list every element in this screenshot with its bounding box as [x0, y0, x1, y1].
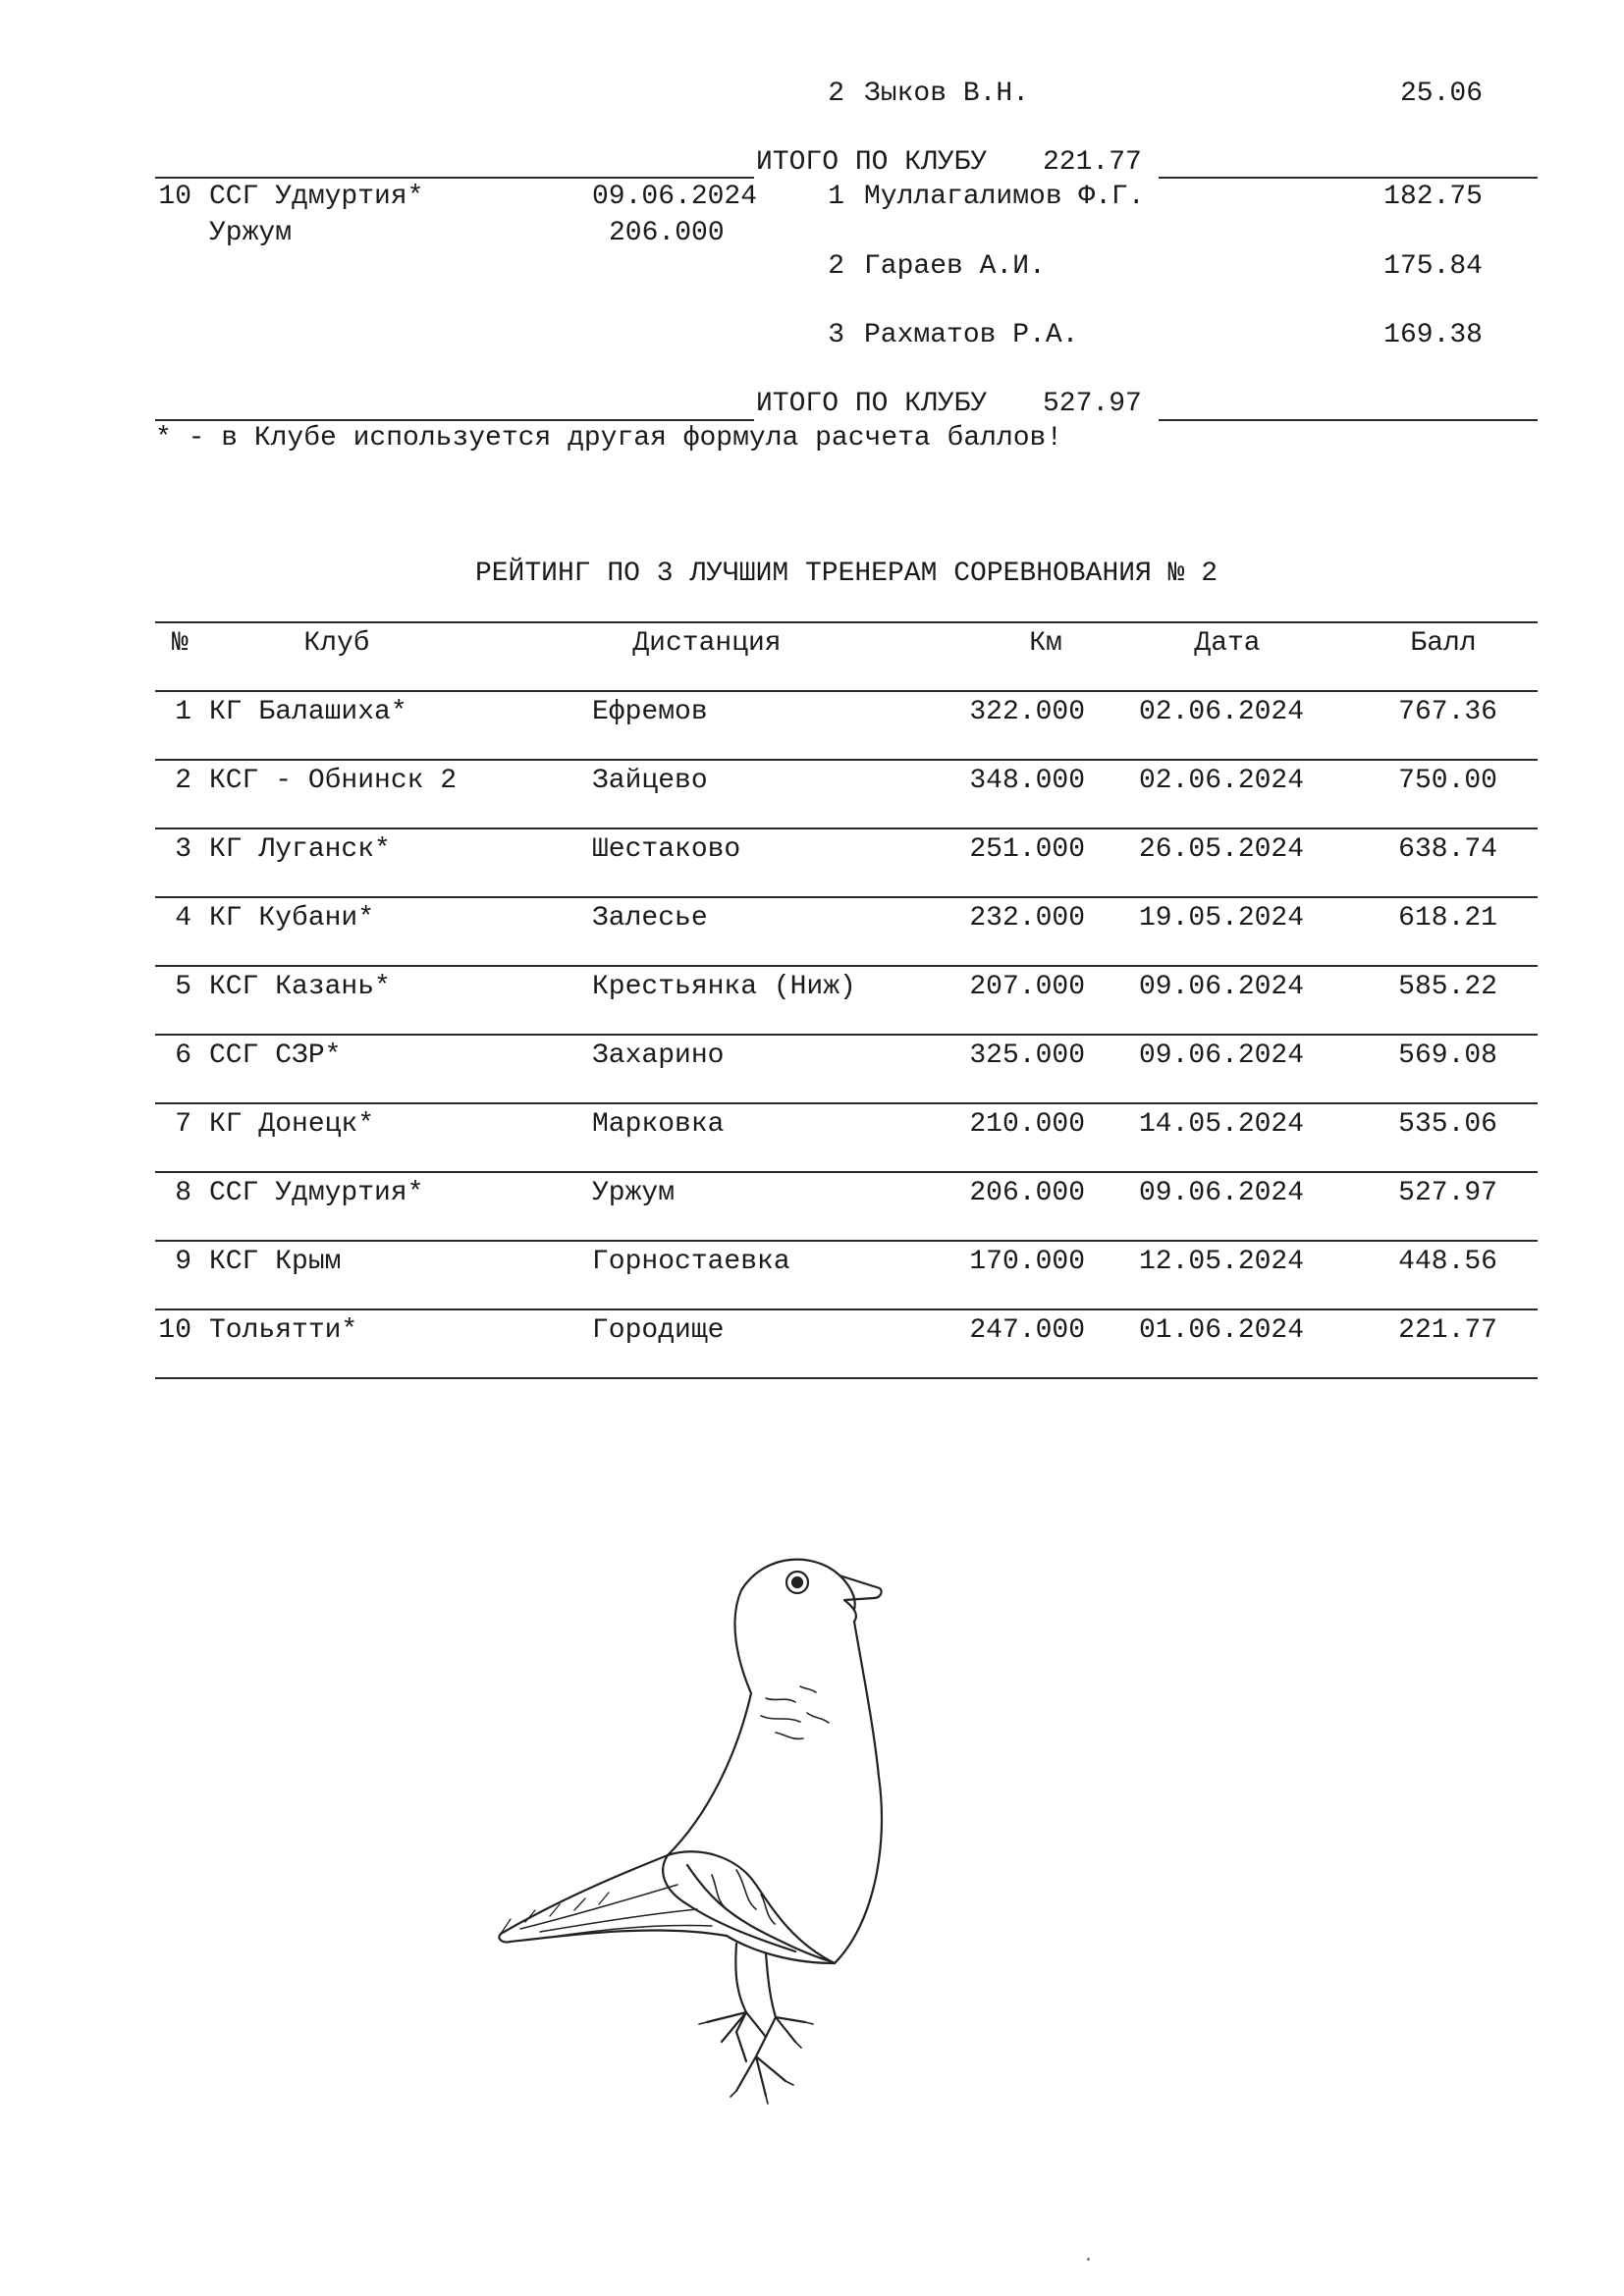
table-top-rule — [155, 621, 1538, 623]
row-km: 247.000 — [969, 1315, 1085, 1346]
row-score: 448.56 — [1398, 1247, 1497, 1277]
club-place: 10 — [158, 182, 191, 212]
row-date: 12.05.2024 — [1139, 1247, 1305, 1277]
row-club: КГ Балашиха* — [209, 697, 407, 727]
member-place: 2 — [828, 79, 844, 109]
row-date: 02.06.2024 — [1139, 766, 1305, 796]
row-score: 638.74 — [1398, 834, 1497, 865]
row-distance: Зайцево — [592, 766, 708, 796]
row-date: 09.06.2024 — [1139, 972, 1305, 1002]
member-name: Зыков В.Н. — [864, 79, 1030, 109]
club-distance: 206.000 — [609, 218, 725, 248]
row-distance: Марковка — [592, 1109, 725, 1140]
row-divider — [155, 965, 1538, 967]
row-club: КСГ - Обнинск 2 — [209, 766, 458, 796]
row-km: 210.000 — [969, 1109, 1085, 1140]
divider — [155, 177, 754, 179]
row-date: 14.05.2024 — [1139, 1109, 1305, 1140]
row-num: 5 — [175, 972, 191, 1002]
row-date: 09.06.2024 — [1139, 1041, 1305, 1071]
row-num: 6 — [175, 1041, 191, 1071]
row-km: 207.000 — [969, 972, 1085, 1002]
col-distance-header: Дистанция — [632, 628, 782, 659]
col-km-header: Км — [1029, 628, 1062, 659]
row-club: ССГ Удмуртия* — [209, 1178, 424, 1208]
member-place: 3 — [828, 320, 844, 350]
row-score: 618.21 — [1398, 903, 1497, 934]
row-divider — [155, 1240, 1538, 1242]
row-num: 7 — [175, 1109, 191, 1140]
row-distance: Горностаевка — [592, 1247, 790, 1277]
row-score: 767.36 — [1398, 697, 1497, 727]
row-distance: Залесье — [592, 903, 708, 934]
row-club: КГ Донецк* — [209, 1109, 375, 1140]
row-km: 348.000 — [969, 766, 1085, 796]
row-club: Тольятти* — [209, 1315, 358, 1346]
row-km: 170.000 — [969, 1247, 1085, 1277]
row-divider — [155, 828, 1538, 829]
row-club: КСГ Крым — [209, 1247, 342, 1277]
row-club: ССГ СЗР* — [209, 1041, 342, 1071]
row-distance: Крестьянка (Ниж) — [592, 972, 856, 1002]
row-num: 9 — [175, 1247, 191, 1277]
row-distance: Уржум — [592, 1178, 676, 1208]
row-score: 569.08 — [1398, 1041, 1497, 1071]
row-club: КГ Кубани* — [209, 903, 375, 934]
speck — [1087, 2258, 1090, 2261]
row-divider — [155, 1034, 1538, 1036]
club-name: ССГ Удмуртия* — [209, 182, 424, 212]
member-score: 169.38 — [1383, 320, 1483, 350]
row-divider — [155, 1102, 1538, 1104]
divider — [1159, 419, 1538, 421]
row-divider — [155, 1171, 1538, 1173]
member-name: Гараев А.И. — [864, 251, 1046, 282]
member-score: 182.75 — [1383, 182, 1483, 212]
club-total-value: 527.97 — [1043, 389, 1142, 419]
member-name: Муллагалимов Ф.Г. — [864, 182, 1145, 212]
member-place: 2 — [828, 251, 844, 282]
row-km: 251.000 — [969, 834, 1085, 865]
divider — [1159, 177, 1538, 179]
rating-title: РЕЙТИНГ ПО 3 ЛУЧШИМ ТРЕНЕРАМ СОРЕВНОВАНИЯ № 2 — [474, 559, 1218, 589]
row-date: 19.05.2024 — [1139, 903, 1305, 934]
row-date: 26.05.2024 — [1139, 834, 1305, 865]
member-name: Рахматов Р.А. — [864, 320, 1079, 350]
divider — [155, 419, 754, 421]
row-score: 221.77 — [1398, 1315, 1497, 1346]
row-km: 232.000 — [969, 903, 1085, 934]
club-total-value: 221.77 — [1043, 147, 1142, 178]
row-km: 325.000 — [969, 1041, 1085, 1071]
row-num: 8 — [175, 1178, 191, 1208]
col-date-header: Дата — [1194, 628, 1261, 659]
pigeon-icon — [442, 1531, 1011, 2199]
row-date: 01.06.2024 — [1139, 1315, 1305, 1346]
row-num: 10 — [158, 1315, 191, 1346]
member-score: 175.84 — [1383, 251, 1483, 282]
row-divider — [155, 1308, 1538, 1310]
row-num: 3 — [175, 834, 191, 865]
row-divider — [155, 690, 1538, 692]
row-num: 2 — [175, 766, 191, 796]
row-score: 535.06 — [1398, 1109, 1497, 1140]
row-club: КГ Луганск* — [209, 834, 391, 865]
club-total-label: ИТОГО ПО КЛУБУ — [756, 147, 988, 178]
row-distance: Шестаково — [592, 834, 741, 865]
footnote: * - в Клубе используется другая формула расчета баллов! — [155, 423, 1063, 454]
col-num-header: № — [172, 628, 189, 659]
row-num: 4 — [175, 903, 191, 934]
row-divider — [155, 896, 1538, 898]
row-divider — [155, 759, 1538, 761]
row-club: КСГ Казань* — [209, 972, 391, 1002]
row-distance: Ефремов — [592, 697, 708, 727]
row-score: 585.22 — [1398, 972, 1497, 1002]
row-date: 02.06.2024 — [1139, 697, 1305, 727]
row-km: 322.000 — [969, 697, 1085, 727]
member-score: 25.06 — [1399, 79, 1483, 109]
club-date: 09.06.2024 — [592, 182, 758, 212]
col-score-header: Балл — [1410, 628, 1477, 659]
row-score: 527.97 — [1398, 1178, 1497, 1208]
row-date: 09.06.2024 — [1139, 1178, 1305, 1208]
row-km: 206.000 — [969, 1178, 1085, 1208]
row-distance: Захарино — [592, 1041, 725, 1071]
row-distance: Городище — [592, 1315, 725, 1346]
row-num: 1 — [175, 697, 191, 727]
col-club-header: Клуб — [303, 628, 370, 659]
member-place: 1 — [828, 182, 844, 212]
club-location: Уржум — [209, 218, 293, 248]
club-total-label: ИТОГО ПО КЛУБУ — [756, 389, 988, 419]
row-score: 750.00 — [1398, 766, 1497, 796]
table-bottom-rule — [155, 1377, 1538, 1379]
